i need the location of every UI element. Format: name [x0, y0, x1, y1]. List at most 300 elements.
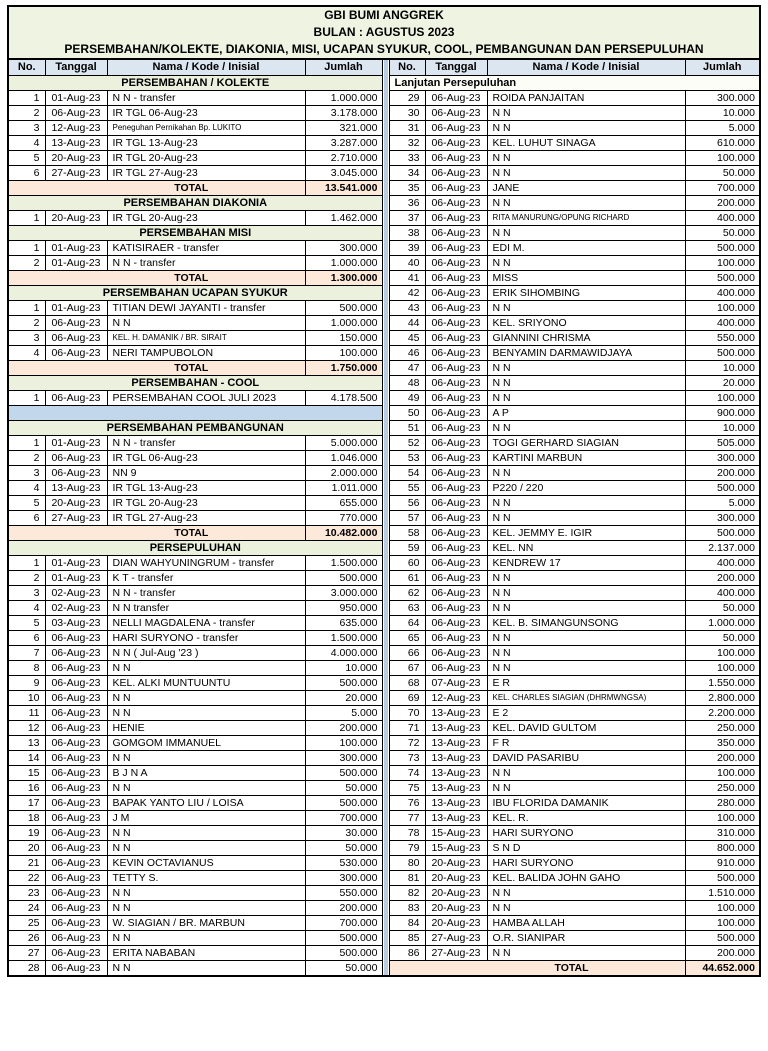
section-header-cell: PERSEPULUHAN [8, 540, 382, 555]
row-amount-cell: 100.000 [305, 345, 382, 360]
data-row [8, 750, 382, 765]
row-date-cell: 13-Aug-23 [45, 480, 107, 495]
row-number-cell: 23 [8, 885, 45, 900]
row-name-cell: GIANNINI CHRISMA [487, 330, 685, 345]
row-date-cell: 20-Aug-23 [425, 855, 487, 870]
column-header-jumlah: Jumlah [305, 59, 382, 75]
row-number-cell: 79 [389, 840, 425, 855]
row-name-cell: N N [487, 390, 685, 405]
row-date-cell: 06-Aug-23 [425, 90, 487, 105]
row-number-cell: 40 [389, 255, 425, 270]
row-date-cell: 06-Aug-23 [425, 345, 487, 360]
data-row [389, 525, 760, 540]
row-number-cell: 28 [8, 960, 45, 976]
data-row [389, 900, 760, 915]
row-date-cell: 01-Aug-23 [45, 555, 107, 570]
row-name-cell: ERITA NABABAN [107, 945, 305, 960]
row-date-cell: 01-Aug-23 [45, 240, 107, 255]
data-row [8, 255, 382, 270]
row-amount-cell: 350.000 [685, 735, 760, 750]
row-name-cell: N N [487, 105, 685, 120]
row-date-cell: 06-Aug-23 [45, 105, 107, 120]
row-date-cell: 06-Aug-23 [45, 750, 107, 765]
row-amount-cell: 200.000 [305, 900, 382, 915]
row-number-cell: 59 [389, 540, 425, 555]
row-amount-cell: 1.011.000 [305, 480, 382, 495]
column-header-no: No. [389, 59, 425, 75]
section-row [8, 375, 382, 390]
row-name-cell: N N [487, 945, 685, 960]
row-date-cell: 13-Aug-23 [45, 135, 107, 150]
data-row [8, 120, 382, 135]
row-amount-cell: 1.510.000 [685, 885, 760, 900]
row-name-cell: KARTINI MARBUN [487, 450, 685, 465]
row-date-cell: 06-Aug-23 [45, 900, 107, 915]
data-row [8, 825, 382, 840]
row-amount-cell: 1.462.000 [305, 210, 382, 225]
row-amount-cell: 635.000 [305, 615, 382, 630]
row-number-cell: 54 [389, 465, 425, 480]
row-number-cell: 83 [389, 900, 425, 915]
row-date-cell: 13-Aug-23 [425, 765, 487, 780]
row-date-cell: 06-Aug-23 [45, 840, 107, 855]
row-number-cell: 30 [389, 105, 425, 120]
data-row [8, 165, 382, 180]
data-row [389, 90, 760, 105]
data-row [8, 135, 382, 150]
report-title-block [7, 5, 761, 58]
row-amount-cell: 100.000 [685, 300, 760, 315]
row-date-cell: 06-Aug-23 [45, 690, 107, 705]
row-number-cell: 6 [8, 165, 45, 180]
row-name-cell: N N transfer [107, 600, 305, 615]
row-amount-cell: 500.000 [685, 870, 760, 885]
row-amount-cell: 250.000 [685, 720, 760, 735]
row-amount-cell: 100.000 [685, 765, 760, 780]
row-amount-cell: 5.000 [305, 705, 382, 720]
row-number-cell: 4 [8, 135, 45, 150]
row-date-cell: 01-Aug-23 [45, 435, 107, 450]
data-row [389, 660, 760, 675]
row-number-cell: 12 [8, 720, 45, 735]
data-row [389, 480, 760, 495]
row-date-cell: 06-Aug-23 [45, 765, 107, 780]
row-number-cell: 6 [8, 630, 45, 645]
row-date-cell: 20-Aug-23 [45, 210, 107, 225]
row-name-cell: KEL. LUHUT SINAGA [487, 135, 685, 150]
row-date-cell: 06-Aug-23 [45, 450, 107, 465]
column-header-tanggal: Tanggal [45, 59, 107, 75]
row-date-cell: 06-Aug-23 [425, 510, 487, 525]
row-number-cell: 37 [389, 210, 425, 225]
row-name-cell: KEL. CHARLES SIAGIAN (DHRMWNGSA) [487, 690, 685, 705]
row-amount-cell: 100.000 [685, 810, 760, 825]
data-row [8, 480, 382, 495]
row-name-cell: PERSEMBAHAN COOL JULI 2023 [107, 390, 305, 405]
row-amount-cell: 100.000 [685, 390, 760, 405]
row-number-cell: 47 [389, 360, 425, 375]
row-date-cell: 15-Aug-23 [425, 840, 487, 855]
total-row [8, 360, 382, 375]
section-header-cell: PERSEMBAHAN MISI [8, 225, 382, 240]
row-name-cell: N N [487, 765, 685, 780]
row-name-cell: N N [487, 195, 685, 210]
row-number-cell: 61 [389, 570, 425, 585]
row-name-cell: N N [487, 885, 685, 900]
row-name-cell: N N [487, 645, 685, 660]
row-name-cell: KEL. H. DAMANIK / BR. SIRAIT [107, 330, 305, 345]
row-number-cell: 85 [389, 930, 425, 945]
row-date-cell: 27-Aug-23 [45, 510, 107, 525]
row-number-cell: 20 [8, 840, 45, 855]
row-date-cell: 06-Aug-23 [425, 120, 487, 135]
row-number-cell: 55 [389, 480, 425, 495]
row-date-cell: 06-Aug-23 [425, 390, 487, 405]
row-date-cell: 06-Aug-23 [45, 825, 107, 840]
row-number-cell: 10 [8, 690, 45, 705]
row-date-cell: 13-Aug-23 [425, 780, 487, 795]
row-amount-cell: 1.000.000 [305, 255, 382, 270]
row-amount-cell: 5.000 [685, 495, 760, 510]
data-row [389, 810, 760, 825]
row-amount-cell: 655.000 [305, 495, 382, 510]
row-name-cell: KEL. B. SIMANGUNSONG [487, 615, 685, 630]
row-date-cell: 07-Aug-23 [425, 675, 487, 690]
org-title: GBI BUMI ANGGREK [324, 8, 444, 22]
row-amount-cell: 1.500.000 [305, 630, 382, 645]
row-number-cell: 1 [8, 555, 45, 570]
row-amount-cell: 200.000 [685, 750, 760, 765]
row-name-cell: KEL. BALIDA JOHN GAHO [487, 870, 685, 885]
data-row [389, 510, 760, 525]
row-name-cell: N N - transfer [107, 435, 305, 450]
data-row [389, 105, 760, 120]
row-amount-cell: 500.000 [305, 300, 382, 315]
row-number-cell: 81 [389, 870, 425, 885]
row-name-cell: NERI TAMPUBOLON [107, 345, 305, 360]
row-name-cell: N N [107, 960, 305, 976]
row-amount-cell: 100.000 [685, 645, 760, 660]
total-row [389, 960, 760, 976]
row-number-cell: 2 [8, 570, 45, 585]
row-number-cell: 3 [8, 465, 45, 480]
row-date-cell: 06-Aug-23 [45, 930, 107, 945]
row-date-cell: 06-Aug-23 [425, 480, 487, 495]
row-name-cell: N N [487, 600, 685, 615]
row-date-cell: 06-Aug-23 [45, 945, 107, 960]
row-amount-cell: 200.000 [685, 195, 760, 210]
row-number-cell: 19 [8, 825, 45, 840]
column-header-row [389, 59, 760, 75]
row-amount-cell: 10.000 [305, 660, 382, 675]
row-date-cell: 06-Aug-23 [45, 645, 107, 660]
row-date-cell: 06-Aug-23 [425, 135, 487, 150]
data-row [8, 765, 382, 780]
row-number-cell: 1 [8, 210, 45, 225]
row-date-cell: 06-Aug-23 [45, 330, 107, 345]
row-amount-cell: 30.000 [305, 825, 382, 840]
data-row [389, 195, 760, 210]
row-name-cell: B J N A [107, 765, 305, 780]
row-date-cell: 27-Aug-23 [425, 930, 487, 945]
row-date-cell: 02-Aug-23 [45, 585, 107, 600]
data-row [389, 435, 760, 450]
row-number-cell: 25 [8, 915, 45, 930]
row-number-cell: 80 [389, 855, 425, 870]
data-row [389, 705, 760, 720]
row-number-cell: 56 [389, 495, 425, 510]
data-row [389, 630, 760, 645]
row-amount-cell: 100.000 [685, 915, 760, 930]
row-date-cell: 06-Aug-23 [425, 615, 487, 630]
row-name-cell: N N [487, 630, 685, 645]
row-amount-cell: 2.137.000 [685, 540, 760, 555]
row-name-cell: N N [107, 660, 305, 675]
row-name-cell: N N [107, 900, 305, 915]
row-name-cell: N N [487, 300, 685, 315]
data-row [8, 555, 382, 570]
row-amount-cell: 400.000 [685, 555, 760, 570]
data-row [389, 780, 760, 795]
row-number-cell: 82 [389, 885, 425, 900]
row-date-cell: 06-Aug-23 [45, 795, 107, 810]
row-date-cell: 01-Aug-23 [45, 300, 107, 315]
data-row [389, 450, 760, 465]
row-name-cell: HARI SURYONO [487, 855, 685, 870]
row-date-cell: 20-Aug-23 [425, 885, 487, 900]
data-row [8, 720, 382, 735]
data-row [8, 795, 382, 810]
row-amount-cell: 500.000 [685, 270, 760, 285]
row-amount-cell: 50.000 [685, 600, 760, 615]
data-row [8, 945, 382, 960]
row-name-cell: N N [107, 750, 305, 765]
row-amount-cell: 400.000 [685, 315, 760, 330]
row-name-cell: K T - transfer [107, 570, 305, 585]
row-name-cell: N N [107, 705, 305, 720]
row-number-cell: 8 [8, 660, 45, 675]
data-row [8, 240, 382, 255]
row-date-cell: 06-Aug-23 [45, 345, 107, 360]
data-row [389, 720, 760, 735]
row-amount-cell: 1.000.000 [305, 90, 382, 105]
row-name-cell: RITA MANURUNG/OPUNG RICHARD [487, 210, 685, 225]
row-name-cell: KEL. ALKI MUNTUUNTU [107, 675, 305, 690]
data-row [389, 270, 760, 285]
row-number-cell: 2 [8, 255, 45, 270]
column-header-no: No. [8, 59, 45, 75]
data-row [389, 885, 760, 900]
data-row [389, 570, 760, 585]
row-amount-cell: 1.000.000 [305, 315, 382, 330]
row-number-cell: 6 [8, 510, 45, 525]
row-amount-cell: 500.000 [685, 525, 760, 540]
row-name-cell: N N - transfer [107, 90, 305, 105]
data-row [8, 645, 382, 660]
row-number-cell: 22 [8, 870, 45, 885]
row-amount-cell: 100.000 [685, 150, 760, 165]
data-row [389, 375, 760, 390]
data-row [8, 660, 382, 675]
row-name-cell: N N [107, 885, 305, 900]
row-date-cell: 06-Aug-23 [425, 300, 487, 315]
row-name-cell: N N - transfer [107, 255, 305, 270]
section-row [8, 225, 382, 240]
row-number-cell: 3 [8, 585, 45, 600]
row-number-cell: 29 [389, 90, 425, 105]
row-date-cell: 03-Aug-23 [45, 615, 107, 630]
row-date-cell: 06-Aug-23 [45, 885, 107, 900]
data-row [389, 165, 760, 180]
row-amount-cell: 500.000 [305, 765, 382, 780]
row-name-cell: N N [487, 165, 685, 180]
data-row [389, 795, 760, 810]
row-number-cell: 60 [389, 555, 425, 570]
data-row [8, 330, 382, 345]
row-amount-cell: 2.000.000 [305, 465, 382, 480]
row-number-cell: 50 [389, 405, 425, 420]
row-date-cell: 06-Aug-23 [45, 855, 107, 870]
row-number-cell: 9 [8, 675, 45, 690]
row-date-cell: 06-Aug-23 [45, 960, 107, 976]
row-amount-cell: 505.000 [685, 435, 760, 450]
row-name-cell: BAPAK YANTO LIU / LOISA [107, 795, 305, 810]
data-row [8, 345, 382, 360]
section-header-cell: PERSEMBAHAN DIAKONIA [8, 195, 382, 210]
row-date-cell: 06-Aug-23 [45, 720, 107, 735]
row-amount-cell: 2.710.000 [305, 150, 382, 165]
row-number-cell: 31 [389, 120, 425, 135]
row-date-cell: 01-Aug-23 [45, 570, 107, 585]
row-name-cell: N N [487, 465, 685, 480]
row-amount-cell: 500.000 [685, 240, 760, 255]
row-name-cell: HENIE [107, 720, 305, 735]
row-amount-cell: 400.000 [685, 585, 760, 600]
row-amount-cell: 250.000 [685, 780, 760, 795]
row-number-cell: 1 [8, 300, 45, 315]
row-date-cell: 27-Aug-23 [425, 945, 487, 960]
row-name-cell: HARI SURYONO - transfer [107, 630, 305, 645]
month-subtitle: BULAN : AGUSTUS 2023 [313, 25, 455, 39]
row-date-cell: 06-Aug-23 [425, 585, 487, 600]
row-amount-cell: 150.000 [305, 330, 382, 345]
row-number-cell: 3 [8, 120, 45, 135]
row-number-cell: 66 [389, 645, 425, 660]
data-row [8, 390, 382, 405]
data-row [389, 555, 760, 570]
row-name-cell: ROIDA PANJAITAN [487, 90, 685, 105]
row-date-cell: 06-Aug-23 [45, 915, 107, 930]
right-table [389, 58, 762, 977]
section-header-cell: PERSEMBAHAN UCAPAN SYUKUR [8, 285, 382, 300]
row-date-cell: 06-Aug-23 [425, 540, 487, 555]
row-date-cell: 12-Aug-23 [425, 690, 487, 705]
row-number-cell: 16 [8, 780, 45, 795]
row-name-cell: ERIK SIHOMBING [487, 285, 685, 300]
data-row [8, 870, 382, 885]
total-label-cell: TOTAL [8, 270, 305, 285]
data-row [389, 615, 760, 630]
row-date-cell: 06-Aug-23 [425, 315, 487, 330]
row-number-cell: 53 [389, 450, 425, 465]
row-name-cell: W. SIAGIAN / BR. MARBUN [107, 915, 305, 930]
row-date-cell: 06-Aug-23 [425, 255, 487, 270]
total-row [8, 270, 382, 285]
row-name-cell: N N [107, 930, 305, 945]
column-header-jumlah: Jumlah [685, 59, 760, 75]
row-name-cell: E R [487, 675, 685, 690]
row-name-cell: N N [487, 150, 685, 165]
data-row [389, 840, 760, 855]
row-number-cell: 44 [389, 315, 425, 330]
row-name-cell: O.R. SIANIPAR [487, 930, 685, 945]
row-date-cell: 13-Aug-23 [425, 750, 487, 765]
data-row [389, 225, 760, 240]
data-row [389, 645, 760, 660]
row-name-cell: BENYAMIN DARMAWIDJAYA [487, 345, 685, 360]
row-amount-cell: 100.000 [685, 255, 760, 270]
data-row [8, 705, 382, 720]
row-number-cell: 1 [8, 435, 45, 450]
row-number-cell: 5 [8, 150, 45, 165]
row-amount-cell: 3.000.000 [305, 585, 382, 600]
row-name-cell: IR TGL 06-Aug-23 [107, 450, 305, 465]
data-row [389, 945, 760, 960]
row-amount-cell: 700.000 [685, 180, 760, 195]
data-row [8, 960, 382, 976]
row-date-cell: 06-Aug-23 [45, 870, 107, 885]
row-amount-cell: 910.000 [685, 855, 760, 870]
row-number-cell: 35 [389, 180, 425, 195]
row-name-cell: P220 / 220 [487, 480, 685, 495]
row-number-cell: 76 [389, 795, 425, 810]
row-amount-cell: 100.000 [685, 660, 760, 675]
row-date-cell: 06-Aug-23 [45, 315, 107, 330]
row-date-cell: 06-Aug-23 [45, 780, 107, 795]
row-date-cell: 06-Aug-23 [45, 660, 107, 675]
row-date-cell: 06-Aug-23 [425, 150, 487, 165]
row-date-cell: 06-Aug-23 [425, 420, 487, 435]
row-name-cell: S N D [487, 840, 685, 855]
row-amount-cell: 500.000 [685, 480, 760, 495]
row-date-cell: 06-Aug-23 [425, 105, 487, 120]
data-row [8, 780, 382, 795]
data-row [8, 495, 382, 510]
row-number-cell: 17 [8, 795, 45, 810]
row-amount-cell: 300.000 [305, 750, 382, 765]
data-row [389, 390, 760, 405]
row-name-cell: TITIAN DEWI JAYANTI - transfer [107, 300, 305, 315]
row-amount-cell: 550.000 [305, 885, 382, 900]
row-number-cell: 86 [389, 945, 425, 960]
data-row [8, 600, 382, 615]
row-amount-cell: 10.000 [685, 105, 760, 120]
row-date-cell: 06-Aug-23 [425, 270, 487, 285]
row-amount-cell: 300.000 [305, 240, 382, 255]
data-row [8, 915, 382, 930]
data-row [389, 360, 760, 375]
data-row [8, 735, 382, 750]
row-date-cell: 06-Aug-23 [425, 660, 487, 675]
row-number-cell: 4 [8, 480, 45, 495]
row-name-cell: GOMGOM IMMANUEL [107, 735, 305, 750]
row-number-cell: 34 [389, 165, 425, 180]
row-number-cell: 13 [8, 735, 45, 750]
row-number-cell: 2 [8, 105, 45, 120]
row-number-cell: 45 [389, 330, 425, 345]
row-amount-cell: 700.000 [305, 810, 382, 825]
data-row [389, 465, 760, 480]
